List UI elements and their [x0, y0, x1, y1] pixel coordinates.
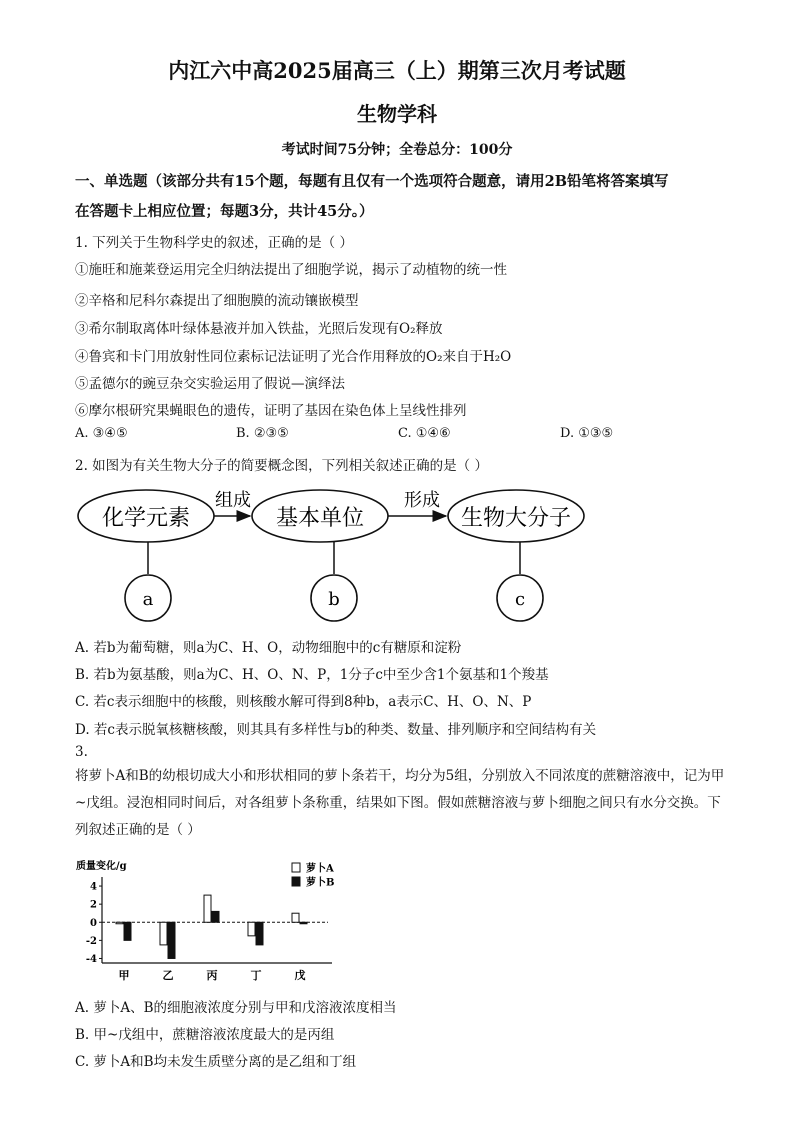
q3-option-c: C. 萝卜A和B均未发生质壁分离的是乙组和丁组 — [75, 1054, 357, 1070]
y-tick-label: 0 — [90, 917, 97, 929]
q2-option-b: B. 若b为氨基酸，则a为C、H、O、N、P，1分子c中至少含1个氨基和1个羧基 — [75, 667, 549, 683]
label-compose: 组成 — [215, 490, 251, 511]
circle-label-a: a — [142, 589, 154, 610]
page-title: 内江六中高2025届高三（上）期第三次月考试题 — [168, 58, 626, 83]
q2-option-a: A. 若b为葡萄糖，则a为C、H、O，动物细胞中的c有糖原和淀粉 — [75, 640, 462, 656]
legend-swatch — [292, 863, 300, 872]
x-tick-label: 戊 — [294, 969, 306, 982]
bar-b — [300, 922, 307, 924]
legend-label: 萝卜A — [306, 863, 334, 875]
q1-statement: ④鲁宾和卡门用放射性同位素标记法证明了光合作用释放的O₂来自于H₂O — [75, 349, 512, 365]
q3-option-a: A. 萝卜A、B的细胞液浓度分别与甲和戊溶液浓度相当 — [75, 1000, 397, 1016]
box-chemical-elements: 化学元素 — [101, 506, 191, 531]
bar-a — [248, 922, 255, 936]
label-form: 形成 — [404, 490, 440, 511]
q3-bar-chart — [70, 855, 360, 985]
bar-a — [116, 922, 123, 924]
q1-statement: ②辛格和尼科尔森提出了细胞膜的流动镶嵌模型 — [75, 293, 359, 309]
y-tick-label: 2 — [90, 899, 97, 911]
bar-a — [160, 922, 167, 945]
y-tick-label: -2 — [85, 935, 97, 947]
subject-title: 生物学科 — [357, 102, 437, 126]
q1-statement: ⑤孟德尔的豌豆杂交实验运用了假说—演绎法 — [75, 376, 345, 392]
q3-option-b: B. 甲~戊组中，蔗糖溶液浓度最大的是丙组 — [75, 1027, 335, 1043]
box-biomacromolecule: 生物大分子 — [460, 506, 572, 531]
legend-swatch — [292, 877, 300, 886]
q3-number: 3. — [75, 744, 88, 760]
y-tick-label: 4 — [90, 881, 97, 893]
q1-statement: ①施旺和施莱登运用完全归纳法提出了细胞学说，揭示了动植物的统一性 — [75, 262, 507, 278]
section-heading-line2: 在答题卡上相应位置；每题3分，共计45分。） — [75, 203, 374, 220]
bar-a — [292, 913, 299, 922]
q2-option-d: D. 若c表示脱氧核糖核酸，则其具有多样性与b的种类、数量、排列顺序和空间结构有关 — [75, 722, 597, 738]
circle-label-c: c — [514, 589, 526, 610]
bar-b — [124, 922, 131, 940]
q1-stem: 1. 下列关于生物科学史的叙述，正确的是（ ） — [75, 235, 353, 251]
q1-option-c: C. ①④⑥ — [398, 426, 451, 441]
bar-b — [212, 911, 219, 922]
q1-statement: ③希尔制取离体叶绿体悬液并加入铁盐，光照后发现有O₂释放 — [75, 321, 443, 337]
bar-a — [204, 895, 211, 922]
box-basic-unit: 基本单位 — [275, 506, 365, 531]
q1-option-d: D. ①③⑤ — [560, 426, 614, 441]
q1-option-a: A. ③④⑤ — [75, 426, 128, 441]
x-tick-label: 丙 — [206, 969, 218, 982]
q3-stem: 将萝卜A和B的幼根切成大小和形状相同的萝卜条若干，均分为5组，分别放入不同浓度的蔗糖溶液中，记为甲~戊组。浸泡相同时间后，对各组萝卜条称重，结果如下图。假如蔗糖溶液与萝卜细胞之间只有水分交换。下列叙述正确的是（ ） — [75, 768, 725, 838]
x-tick-label: 甲 — [118, 969, 130, 982]
x-tick-label: 乙 — [162, 969, 174, 982]
y-tick-label: -4 — [85, 953, 97, 965]
concept-diagram — [70, 480, 590, 625]
y-axis-label: 质量变化/g — [76, 861, 127, 872]
exam-info: 考试时间75分钟；全卷总分：100分 — [281, 142, 513, 158]
bar-b — [168, 922, 175, 958]
section-heading-line1: 一、单选题（该部分共有15个题，每题有且仅有一个选项符合题意，请用2B铅笔将答案填写 — [75, 173, 669, 190]
q1-statement: ⑥摩尔根研究果蝇眼色的遗传，证明了基因在染色体上呈线性排列 — [75, 403, 467, 419]
bar-b — [256, 922, 263, 945]
legend-label: 萝卜B — [306, 877, 335, 889]
q2-option-c: C. 若c表示细胞中的核酸，则核酸水解可得到8种b，a表示C、H、O、N、P — [75, 694, 532, 710]
circle-label-b: b — [328, 589, 340, 610]
q2-stem: 2. 如图为有关生物大分子的简要概念图，下列相关叙述正确的是（ ） — [75, 458, 488, 474]
q1-option-b: B. ②③⑤ — [236, 426, 289, 441]
x-tick-label: 丁 — [250, 969, 262, 982]
